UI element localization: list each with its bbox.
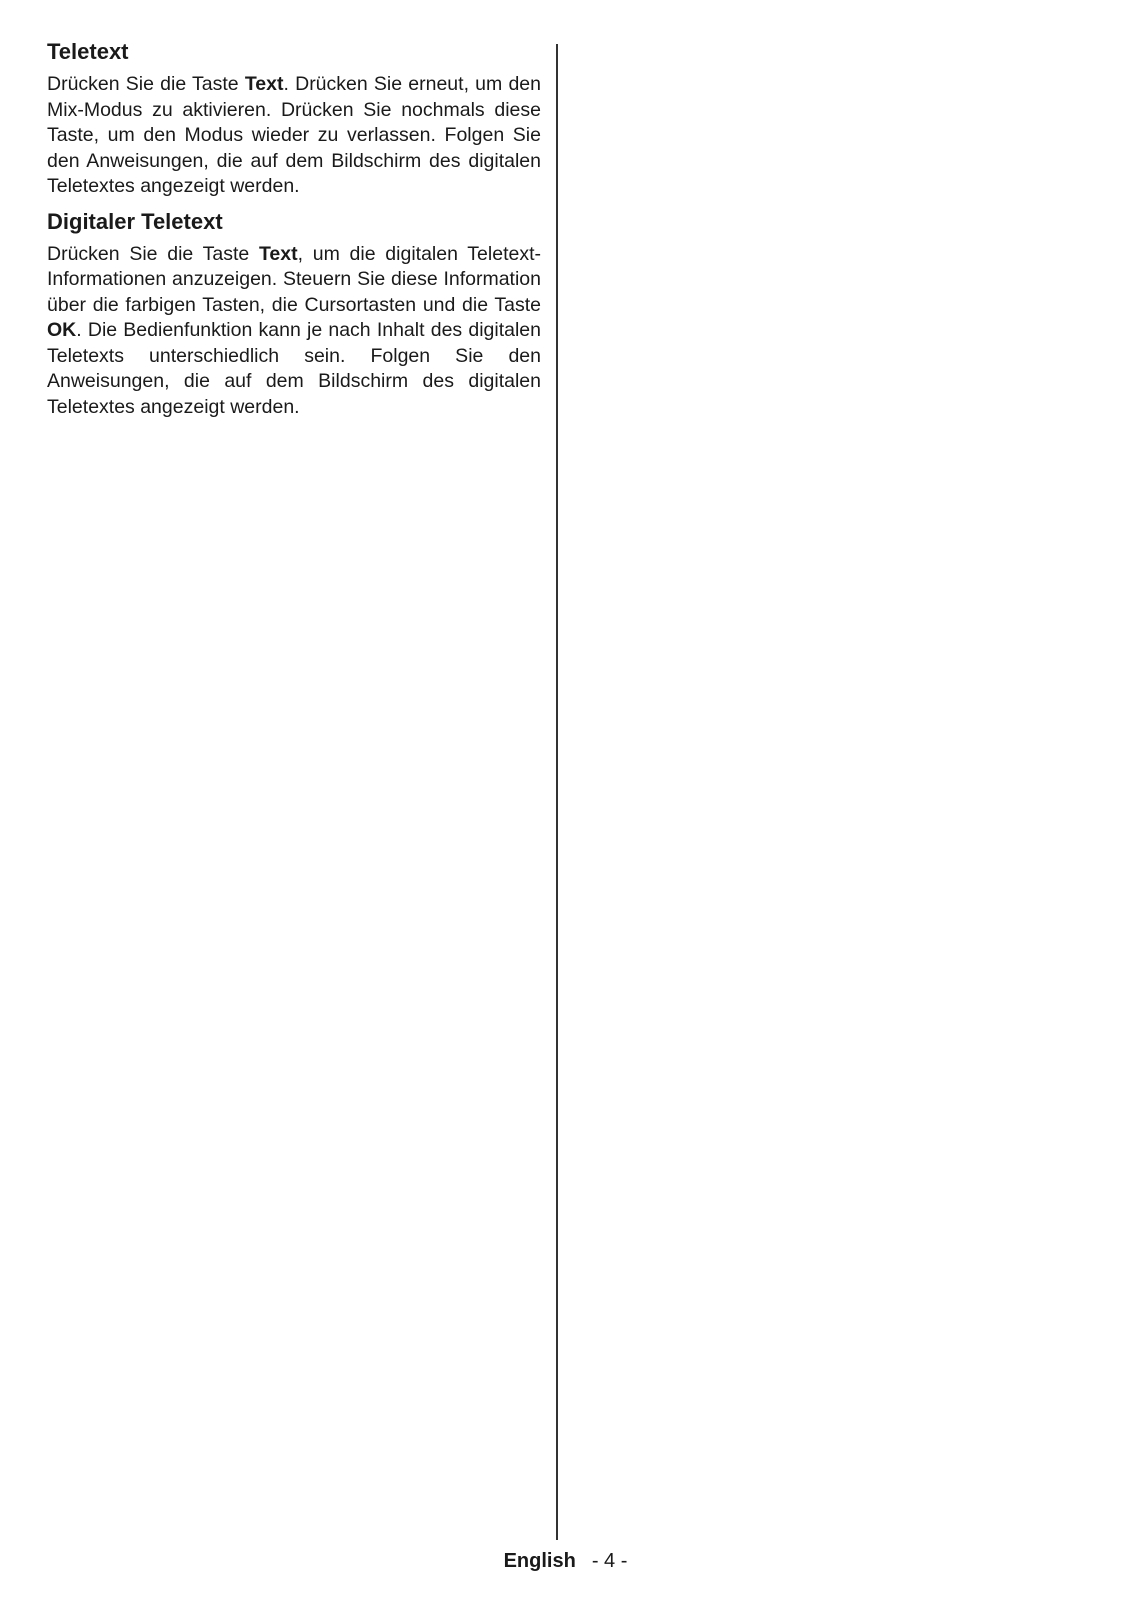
left-column [47,38,541,424]
text-key-label: Text [244,73,284,95]
digital-teletext-paragraph-text: Drücken Sie die Taste [47,242,259,265]
teletext-paragraph-text-continued: . Drücken Sie erneut, um den Mix-Modus zu aktivieren. Drücken Sie nochmals diese Taste, um den Modus wieder zu verlassen. Folgen Sie den Anweisungen, die auf dem Bildschirm des digitalen Teletextes angezeigt werden. [47,73,541,197]
digital-teletext-paragraph-middle: , um die digitalen Teletext-Informationen anzuzeigen. Steuern Sie diese Information über die farbigen Tasten, die Cursortasten und die Taste [47,242,541,316]
section-heading-digital-teletext: Digitaler Teletext [47,208,223,234]
text-key-label: Text [258,242,298,265]
ok-key-label: OK [47,319,77,341]
column-divider [556,44,558,1540]
section-heading-teletext: Teletext [47,39,129,64]
teletext-paragraph [47,72,541,200]
footer-language: English [503,1550,576,1572]
page-number: - 4 - [591,1550,628,1572]
digital-teletext-paragraph-end: . Die Bedienfunktion kann je nach Inhalt des digitalen Teletexts unterschiedlich sein. Folgen Sie den Anweisungen, die auf dem Bildschirm des digitalen Teletextes angezeigt werden. [47,319,541,418]
digital-teletext-paragraph [47,242,541,421]
teletext-paragraph-text: Drücken Sie die Taste [47,73,245,95]
page-footer [0,1550,1131,1573]
